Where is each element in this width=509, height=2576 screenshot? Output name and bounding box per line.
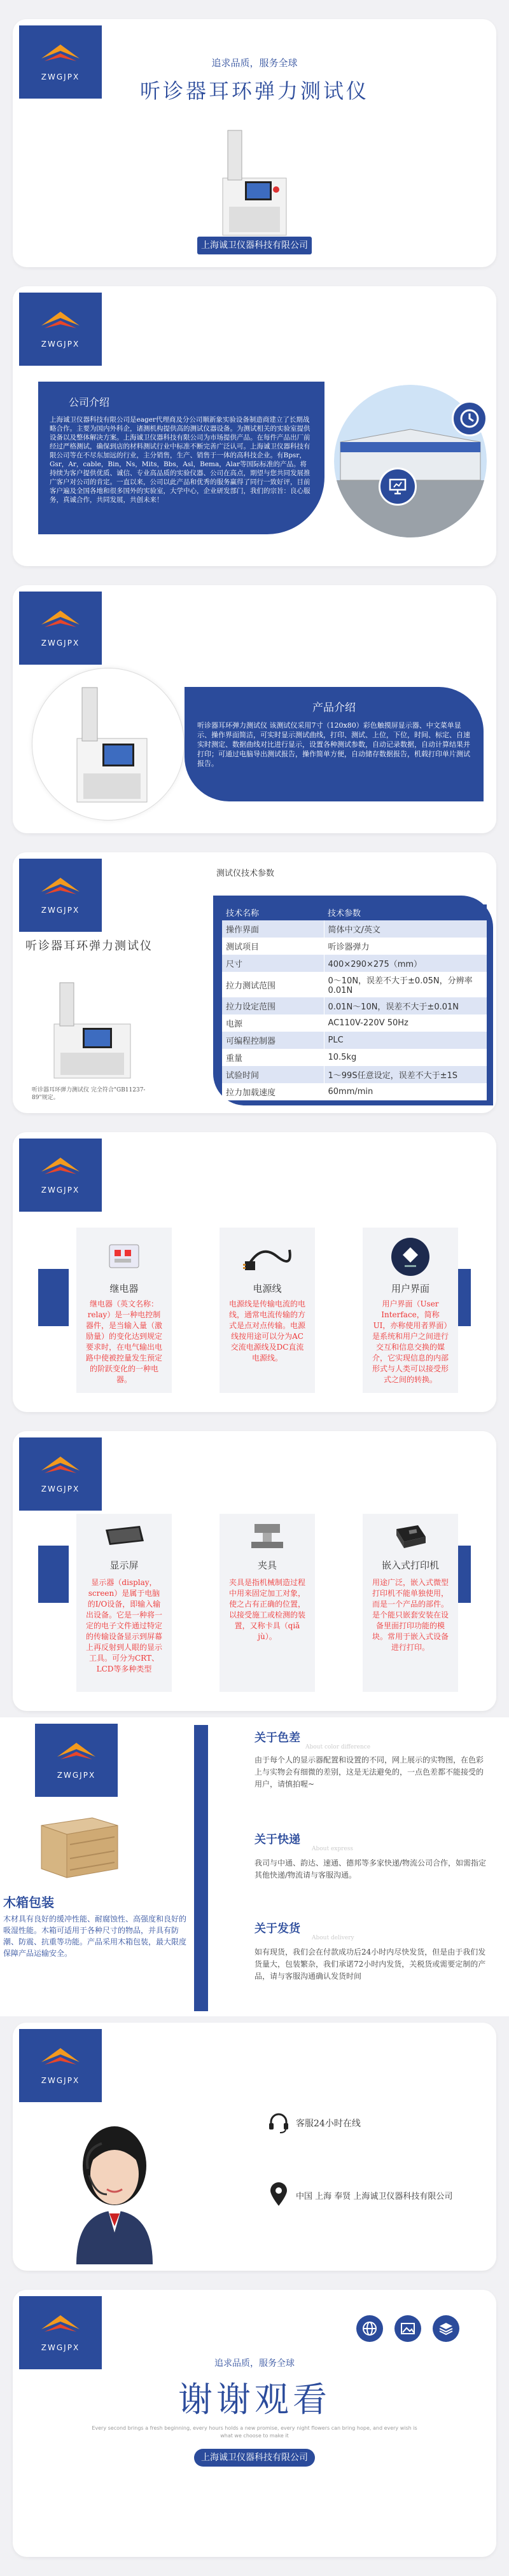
spec-cell-value: 0.01N～10N，误差不大于±0.01N <box>324 997 487 1014</box>
hero-company-badge: 上海诚卫仪器科技有限公司 <box>197 237 312 254</box>
spec-cell-value: 听诊器弹力 <box>324 938 487 955</box>
logo-mark-icon <box>38 1451 83 1478</box>
crate-title: 木箱包装 <box>3 1895 54 1910</box>
product-body: 听诊器耳环弹力测试仪 该测试仪采用7寸（120x80）彩色触摸屏显示器、中文菜单显示、操作界面简洁，可实时显示测试曲线，打印、测试、上位，下位，时间、标定、自速实时测定、数据曲线对比进行显示，设置各种测试参数，自动记录数据，自动计算结果并打印；可通过电脑导出测试报告，操作简单方便，自动储存数据报告，机载打印单片测试报告。 <box>197 721 470 768</box>
logo-text: ZWGJPX <box>41 340 80 349</box>
fixture-image <box>245 1520 289 1552</box>
feature-card-display <box>76 1514 172 1692</box>
company-logo <box>19 293 102 366</box>
spec-cell-name: 拉力设定范围 <box>222 997 324 1014</box>
table-row <box>222 1014 487 1032</box>
tester-machine-image <box>210 127 299 239</box>
printer-image <box>391 1520 429 1552</box>
spec-cell-value: AC110V-220V 50Hz <box>324 1014 487 1032</box>
spec-cell-value: 60mm/min <box>324 1083 487 1100</box>
spec-cell-name: 尺寸 <box>222 955 324 972</box>
logo-text: ZWGJPX <box>41 639 80 647</box>
thanks-company-badge: 上海诚卫仪器科技有限公司 <box>194 2449 315 2467</box>
customer-service-image <box>38 2105 191 2264</box>
product-intro-section <box>13 585 496 833</box>
spec-cell-value: 10.5kg <box>324 1049 487 1066</box>
feature-desc: 电源线是传输电流的电线，通常电流传输的方式是点对点传输。电源线按用途可以分为AC交流电源线及DC直流电源线。 <box>228 1299 305 1362</box>
spec-cell-name: 操作界面 <box>222 920 324 938</box>
features-section-1 <box>13 1132 496 1412</box>
color-desc: 由于每个人的显示器配置和设置的不同，网上展示的实物图，在色彩上与实物会有细微的差别，这是无法避免的，一点色差都不能接受的用户，请慎拍喔~ <box>254 1755 484 1789</box>
color-title: 关于色差 <box>254 1731 300 1745</box>
stack-icon <box>433 2315 459 2342</box>
logo-mark-icon <box>54 1738 99 1764</box>
feature-desc: 用途广泛，嵌入式微型打印机不能单独使用，而是一个产品的部件。是个能只嵌套安装在设备里面打印功能的模块。常用于嵌入式设备进行打印。 <box>372 1578 449 1652</box>
tester-machine-image <box>45 980 140 1081</box>
spec-cell-name: 电源 <box>222 1014 324 1032</box>
feature-title: 继电器 <box>109 1283 139 1294</box>
image-icon <box>394 2315 421 2342</box>
table-row <box>222 1032 487 1049</box>
feature-card-power-cord <box>220 1228 315 1393</box>
delivery-title: 关于发货 <box>254 1922 300 1935</box>
logo-text: ZWGJPX <box>57 1771 96 1780</box>
spec-cell-value: 0～10N，误差不大于±0.05N，分辨率0.01N <box>324 972 487 997</box>
feature-title: 显示屏 <box>109 1560 139 1571</box>
express-title: 关于快递 <box>254 1833 300 1846</box>
table-row <box>222 1066 487 1083</box>
features-section-2 <box>13 1431 496 1711</box>
express-desc: 我司与中通、韵达、速通、德邦等多家快递/物流公司合作，如需指定其他快递/物流请与客服沟通。 <box>254 1859 487 1880</box>
logo-text: ZWGJPX <box>41 2343 80 2352</box>
logo-mark-icon <box>38 873 83 899</box>
spec-cell-name: 测试项目 <box>222 938 324 955</box>
logo-mark-icon <box>38 1153 83 1179</box>
logo-mark-icon <box>38 2310 83 2337</box>
spec-product-name: 听诊器耳环弹力测试仪 <box>25 939 153 953</box>
logo-mark-icon <box>38 2043 83 2070</box>
spec-header-value: 技术参数 <box>324 904 487 920</box>
logo-text: ZWGJPX <box>41 2076 80 2085</box>
feature-card-printer <box>363 1514 458 1692</box>
table-row <box>222 972 487 997</box>
table-row <box>222 955 487 972</box>
company-logo <box>19 859 102 932</box>
globe-icon <box>356 2315 383 2342</box>
display-image <box>102 1523 146 1549</box>
product-panel <box>185 687 484 801</box>
color-subtitle: About color difference <box>305 1744 371 1750</box>
delivery-desc: 如有现货，我们会在付款成功后24小时内尽快发货，但是由于我们发货量大，包装繁杂，我们承诺72小时内发货，关税货或需要定制的产品，请与客服沟通确认发货时间 <box>254 1948 486 1981</box>
table-row <box>222 1083 487 1100</box>
thanks-tagline: 追求品质，服务全球 <box>214 2358 295 2369</box>
hero-tagline: 追求品质，服务全球 <box>211 57 298 69</box>
spec-cell-name: 拉力测试范围 <box>222 972 324 997</box>
spec-cell-name: 试验时间 <box>222 1066 324 1083</box>
table-row <box>222 920 487 938</box>
thanks-english: Every second brings a fresh beginning, every hours holds a new promise, every night flowers can bring hope, and every wish is what we choose to make it <box>92 2425 417 2439</box>
decor-bar-left <box>38 1546 69 1603</box>
spec-cell-name: 可编程控制器 <box>222 1032 324 1049</box>
feature-title: 夹具 <box>257 1560 277 1571</box>
thanks-title: 谢谢观看 <box>178 2379 331 2420</box>
spec-section <box>13 852 496 1113</box>
company-logo <box>19 2029 102 2102</box>
feature-card-fixture <box>220 1514 315 1692</box>
spec-header-name: 技术名称 <box>222 904 324 920</box>
table-row <box>222 938 487 955</box>
table-row <box>222 1049 487 1066</box>
crate-desc: 木材具有良好的缓冲性能、耐腐蚀性、高强度和良好的吸湿性能。木箱可适用于各种尺寸的物品，并具有防潮、防震、抗重等功能。产品采用木箱包装，最大限度保障产品运输安全。 <box>3 1915 187 1958</box>
logo-mark-icon <box>38 307 83 333</box>
about-divider <box>194 1725 208 2011</box>
feature-title: 电源线 <box>253 1283 282 1294</box>
headset-icon <box>267 2112 290 2135</box>
tester-machine-image <box>32 668 185 821</box>
company-intro-section <box>13 286 496 566</box>
intro-heading: 公司介绍 <box>69 396 110 408</box>
spec-cell-name: 重量 <box>222 1049 324 1066</box>
presentation-icon <box>379 467 417 506</box>
spec-cell-value: 简体中文/英文 <box>324 920 487 938</box>
spec-table-wrap <box>213 896 493 1105</box>
feature-desc: 夹具是指机械制造过程中用来固定加工对象，使之占有正确的位置，以接受施工或检测的装置，又称卡具（qiǎ jù）。 <box>228 1578 305 1641</box>
wooden-crate-image <box>35 1806 124 1883</box>
clock-icon <box>452 401 487 436</box>
logo-text: ZWGJPX <box>41 1485 80 1493</box>
company-logo <box>35 1724 118 1797</box>
decor-bar-left <box>38 1269 69 1326</box>
hero-section <box>13 19 496 267</box>
hero-title: 听诊器耳环弹力测试仪 <box>139 79 369 103</box>
relay-image <box>102 1237 146 1275</box>
logo-text: ZWGJPX <box>41 906 80 915</box>
product-heading: 产品介绍 <box>312 702 356 714</box>
spec-cell-name: 拉力加载速度 <box>222 1083 324 1100</box>
express-subtitle: About express <box>312 1846 353 1852</box>
spec-cell-value: PLC <box>324 1032 487 1049</box>
spec-table-header <box>222 904 487 920</box>
spec-note: 听诊器耳环弹力测试仪 完全符合"GB11237-89"规定。 <box>32 1087 146 1101</box>
thanks-section <box>13 2290 496 2557</box>
product-image-circle <box>32 668 185 821</box>
logo-text: ZWGJPX <box>41 1186 80 1195</box>
feature-card-relay <box>76 1228 172 1393</box>
spec-caption: 测试仪技术参数 <box>216 869 275 878</box>
feature-title: 嵌入式打印机 <box>381 1560 439 1571</box>
logo-mark-icon <box>38 606 83 632</box>
service-address: 中国 上海 奉贤 上海诚卫仪器科技有限公司 <box>296 2192 453 2201</box>
company-logo <box>19 1437 102 1511</box>
feature-title: 用户界面 <box>391 1283 429 1294</box>
spec-table <box>222 904 487 1100</box>
feature-desc: 用户界面（User Interface，简称 UI，亦称使用者界面）是系统和用户之间进行交互和信息交换的媒介，它实现信息的内部形式与人类可以接受形式之间的转换。 <box>372 1299 449 1384</box>
delivery-subtitle: About delivery <box>312 1935 354 1941</box>
table-row <box>222 997 487 1014</box>
logo-text: ZWGJPX <box>41 73 80 81</box>
user-interface-image <box>391 1237 430 1277</box>
spec-cell-value: 400×290×275（mm） <box>324 955 487 972</box>
company-logo <box>19 592 102 665</box>
service-hours: 客服24小时在线 <box>296 2119 361 2129</box>
intro-panel <box>38 382 324 534</box>
location-pin-icon <box>267 2182 290 2207</box>
feature-card-ui <box>363 1228 458 1393</box>
about-section <box>0 1717 509 2016</box>
feature-desc: 继电器（英文名称：relay）是一种电控制器件，是当输入量（激励量）的变化达到规定要求时，在电气输出电路中使被控量发生预定的阶跃变化的一种电器。 <box>85 1299 162 1384</box>
feature-desc: 显示器（display，screen）是属于电脑的I/O设备，即输入输出设备。它是一种将一定的电子文件通过特定的传输设备显示到屏幕上再反射到人眼的显示工具。可分为CRT、LCD等多种类型 <box>85 1578 162 1673</box>
spec-cell-value: 1～99S任意设定，误差不大于±1S <box>324 1066 487 1083</box>
power-cord-image <box>242 1237 293 1275</box>
intro-body: 上海诚卫仪器科技有限公司是eager代理商及分公司顺新象实验设备制造商建立了长期战略合作。主要为国内外科企，诸测机构提供高的测试仪器设备。为测试相关的实验室提供设备以及整体解决方案。上海诚卫仪器科技有限公司为市场提供产品。在每件产品出厂前经过严格测试，确保到店的材料测试行业中标准不断完善广泛认可。上海诚卫仪器科技有限公司等在不尽东加远的行业，主分销售，生产、销售于一体的高科技企业。有Bpsr，Gsr，Ar，cable，Bin，Ns，Mits，Bbs，Asl，Bema，Alar等国际标准的产品。将持续为客户提供优质、诚信、专业高品质的实验仪器、公司在高点，期望与您共同发展推广客户对公司的肯定。一直以来，公司以此产品和优秀的服务赢得了同行一致好评，目前客户遍及全国各地和很多国外的实验室，大学中心，企业研发部门，我们的宗旨：良心服务，真诚合作，共同发展，共创未来！ <box>50 416 310 504</box>
company-logo <box>19 1139 102 1212</box>
service-section <box>13 2023 496 2271</box>
